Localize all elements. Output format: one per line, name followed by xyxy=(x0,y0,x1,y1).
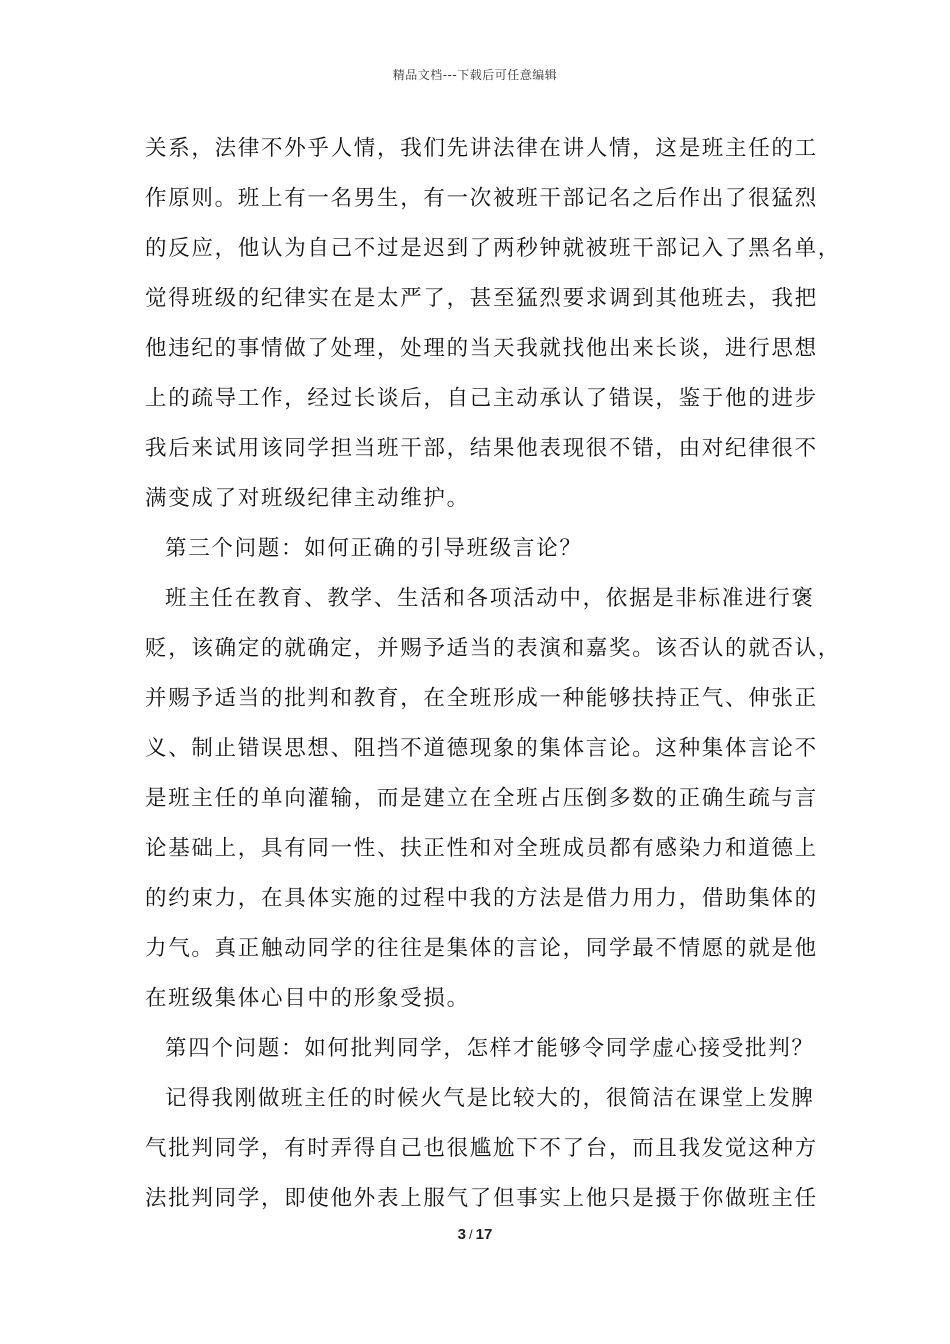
text-line: 在班级集体心目中的形象受损。 xyxy=(145,986,470,1011)
page-header: 精品文档---下载后可任意编辑 xyxy=(392,68,558,82)
text-line: 我后来试用该同学担当班干部，结果他表现很不错，由对纪律很不 xyxy=(145,436,818,461)
total-pages: 17 xyxy=(475,1226,493,1243)
section-heading: 第四个问题：如何批判同学，怎样才能够令同学虚心接受批判？ xyxy=(165,1036,815,1061)
text-line: 他违纪的事情做了处理，处理的当天我就找他出来长谈，进行思想 xyxy=(145,336,818,361)
page-number xyxy=(0,1226,950,1243)
text-line: 作原则。班上有一名男生，有一次被班干部记名之后作出了很猛烈 xyxy=(145,186,818,211)
text-line: 上的疏导工作，经过长谈后，自己主动承认了错误，鉴于他的进步 xyxy=(145,386,818,411)
text-line: 觉得班级的纪律实在是太严了，甚至猛烈要求调到其他班去，我把 xyxy=(145,286,818,311)
text-line: 贬，该确定的就确定，并赐予适当的表演和嘉奖。该否认的就否认， xyxy=(145,636,842,661)
text-line: 气批判同学，有时弄得自己也很尴尬下不了台，而且我发觉这种方 xyxy=(145,1136,818,1161)
section-heading: 第三个问题：如何正确的引导班级言论？ xyxy=(165,536,583,561)
text-line: 班主任在教育、教学、生活和各项活动中，依据是非标准进行褒 xyxy=(165,586,815,611)
text-line: 论基础上，具有同一性、扶正性和对全班成员都有感染力和道德上 xyxy=(145,836,818,861)
current-page: 3 xyxy=(457,1226,467,1243)
text-line: 是班主任的单向灌输，而是建立在全班占压倒多数的正确生疏与言 xyxy=(145,786,818,811)
text-line: 义、制止错误思想、阻挡不道德现象的集体言论。这种集体言论不 xyxy=(145,736,818,761)
text-line: 的反应，他认为自己不过是迟到了两秒钟就被班干部记入了黑名单， xyxy=(145,236,842,261)
text-line: 记得我刚做班主任的时候火气是比较大的，很简洁在课堂上发脾 xyxy=(165,1086,815,1111)
text-line: 关系，法律不外乎人情，我们先讲法律在讲人情，这是班主任的工 xyxy=(145,136,818,161)
text-line: 力气。真正触动同学的往往是集体的言论，同学最不情愿的就是他 xyxy=(145,936,818,961)
text-line: 并赐予适当的批判和教育，在全班形成一种能够扶持正气、伸张正 xyxy=(145,686,818,711)
page-separator: / xyxy=(469,1227,473,1242)
text-line: 法批判同学，即使他外表上服气了但事实上他只是摄于你做班主任 xyxy=(145,1186,818,1211)
text-line: 满变成了对班级纪律主动维护。 xyxy=(145,486,470,511)
document-body xyxy=(145,124,842,1224)
text-line: 的约束力，在具体实施的过程中我的方法是借力用力，借助集体的 xyxy=(145,886,818,911)
